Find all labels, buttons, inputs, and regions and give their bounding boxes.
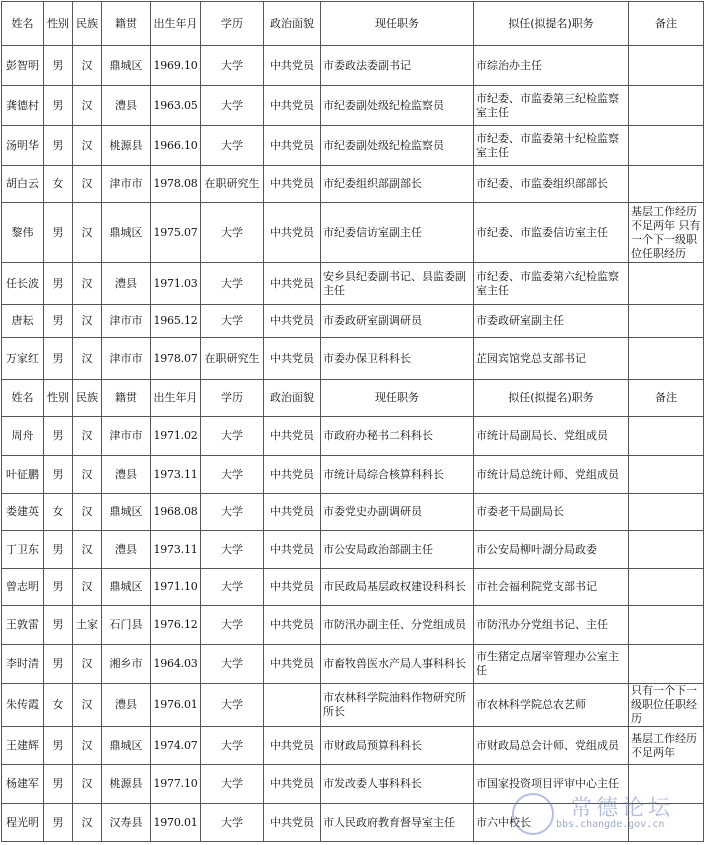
cell-gender: 男 xyxy=(44,606,73,645)
header-remark: 备注 xyxy=(629,2,704,46)
table-row xyxy=(2,417,704,456)
table-row xyxy=(2,166,704,203)
header-name: 姓名 xyxy=(2,2,44,46)
cell-birth: 1976.12 xyxy=(151,606,201,645)
cell-remark xyxy=(629,305,704,338)
table-body xyxy=(2,2,704,842)
cell-origin: 澧县 xyxy=(102,684,151,727)
header-education: 学历 xyxy=(201,2,264,46)
watermark-url: bbs.changde.gov.cn xyxy=(556,819,665,830)
cell-remark xyxy=(629,531,704,569)
cell-birth: 1976.01 xyxy=(151,684,201,727)
cell-name: 曾志明 xyxy=(2,569,44,606)
cell-ethnicity: 汉 xyxy=(73,456,102,494)
cell-gender: 男 xyxy=(44,804,73,842)
header-education: 学历 xyxy=(201,380,264,417)
cell-proposed-post: 市纪委、市监委第三纪检监察室主任 xyxy=(474,86,629,126)
table-row xyxy=(2,305,704,338)
cell-birth: 1977.10 xyxy=(151,765,201,804)
cell-origin: 鼎城区 xyxy=(102,727,151,765)
cell-ethnicity: 汉 xyxy=(73,684,102,727)
cell-remark xyxy=(629,263,704,305)
cell-remark: 只有一个下一级职位任职经历 xyxy=(629,684,704,727)
cell-current-post: 市农林科学院油料作物研究所所长 xyxy=(321,684,474,727)
cell-origin: 汉寿县 xyxy=(102,804,151,842)
cell-origin: 桃源县 xyxy=(102,765,151,804)
cell-ethnicity: 汉 xyxy=(73,531,102,569)
cell-proposed-post: 市六中校长 xyxy=(474,804,629,842)
header-birth: 出生年月 xyxy=(151,2,201,46)
cell-remark xyxy=(629,86,704,126)
table-row xyxy=(2,645,704,684)
table-row xyxy=(2,684,704,727)
cell-politics: 中共党员 xyxy=(264,86,321,126)
cell-education: 大学 xyxy=(201,203,264,263)
cell-name: 彭智明 xyxy=(2,46,44,86)
cell-proposed-post: 市委老干局副局长 xyxy=(474,494,629,531)
cell-origin: 鼎城区 xyxy=(102,46,151,86)
table-row xyxy=(2,456,704,494)
table-row xyxy=(2,263,704,305)
cell-education: 大学 xyxy=(201,804,264,842)
cell-education: 大学 xyxy=(201,456,264,494)
cell-birth: 1978.08 xyxy=(151,166,201,203)
cell-ethnicity: 汉 xyxy=(73,727,102,765)
cell-name: 程光明 xyxy=(2,804,44,842)
cell-politics: 中共党员 xyxy=(264,569,321,606)
header-current-post: 现任职务 xyxy=(321,2,474,46)
cell-politics: 中共党员 xyxy=(264,606,321,645)
cell-origin: 津市市 xyxy=(102,166,151,203)
cell-remark: 基层工作经历不足两年 xyxy=(629,727,704,765)
cell-remark xyxy=(629,166,704,203)
cell-proposed-post: 市公安局柳叶湖分局政委 xyxy=(474,531,629,569)
cell-gender: 男 xyxy=(44,645,73,684)
cell-current-post: 市统计局综合核算科科长 xyxy=(321,456,474,494)
cell-remark xyxy=(629,46,704,86)
header-birth: 出生年月 xyxy=(151,380,201,417)
cell-current-post: 市畜牧兽医水产局人事科科长 xyxy=(321,645,474,684)
cell-gender: 女 xyxy=(44,684,73,727)
table-row xyxy=(2,338,704,380)
cell-gender: 男 xyxy=(44,46,73,86)
cell-birth: 1971.02 xyxy=(151,417,201,456)
cell-education: 大学 xyxy=(201,417,264,456)
cell-politics: 中共党员 xyxy=(264,166,321,203)
cell-gender: 男 xyxy=(44,86,73,126)
cell-ethnicity: 汉 xyxy=(73,765,102,804)
cell-proposed-post: 市防汛办分党组书记、主任 xyxy=(474,606,629,645)
cell-name: 万家红 xyxy=(2,338,44,380)
cell-politics: 中共党员 xyxy=(264,531,321,569)
cell-remark xyxy=(629,494,704,531)
cell-name: 汤明华 xyxy=(2,126,44,166)
cell-ethnicity: 汉 xyxy=(73,86,102,126)
cell-gender: 男 xyxy=(44,727,73,765)
cell-education: 在职研究生 xyxy=(201,166,264,203)
cell-origin: 湘乡市 xyxy=(102,645,151,684)
cell-ethnicity: 土家 xyxy=(73,606,102,645)
cell-politics: 中共党员 xyxy=(264,645,321,684)
cell-birth: 1975.07 xyxy=(151,203,201,263)
cell-gender: 男 xyxy=(44,417,73,456)
cell-ethnicity: 汉 xyxy=(73,305,102,338)
cell-remark xyxy=(629,569,704,606)
cell-proposed-post: 市纪委、市监委组织部部长 xyxy=(474,166,629,203)
header-row xyxy=(2,380,704,417)
cell-current-post: 市纪委副处级纪检监察员 xyxy=(321,86,474,126)
cell-ethnicity: 汉 xyxy=(73,417,102,456)
cell-ethnicity: 汉 xyxy=(73,804,102,842)
cell-education: 在职研究生 xyxy=(201,338,264,380)
cell-origin: 桃源县 xyxy=(102,126,151,166)
cell-education: 大学 xyxy=(201,126,264,166)
cell-politics: 中共党员 xyxy=(264,46,321,86)
cell-name: 王建辉 xyxy=(2,727,44,765)
cell-proposed-post: 市农林科学院总农艺师 xyxy=(474,684,629,727)
cell-ethnicity: 汉 xyxy=(73,126,102,166)
cell-current-post: 市纪委信访室副主任 xyxy=(321,203,474,263)
cell-current-post: 市民政局基层政权建设科科长 xyxy=(321,569,474,606)
cell-birth: 1973.11 xyxy=(151,531,201,569)
header-politics: 政治面貌 xyxy=(264,380,321,417)
cell-name: 周舟 xyxy=(2,417,44,456)
header-row xyxy=(2,2,704,46)
header-origin: 籍贯 xyxy=(102,2,151,46)
table-row xyxy=(2,494,704,531)
cell-politics: 中共党员 xyxy=(264,417,321,456)
cell-proposed-post: 市纪委、市监委第六纪检监察室主任 xyxy=(474,263,629,305)
cell-origin: 鼎城区 xyxy=(102,569,151,606)
cell-name: 朱传霞 xyxy=(2,684,44,727)
cell-remark xyxy=(629,765,704,804)
cell-origin: 鼎城区 xyxy=(102,494,151,531)
header-politics: 政治面貌 xyxy=(264,2,321,46)
cell-ethnicity: 汉 xyxy=(73,338,102,380)
cell-politics xyxy=(264,684,321,727)
cell-birth: 1963.05 xyxy=(151,86,201,126)
cell-remark xyxy=(629,417,704,456)
cell-gender: 男 xyxy=(44,305,73,338)
cell-remark: 基层工作经历不足两年 只有一个下一级职位任职经历 xyxy=(629,203,704,263)
cell-education: 大学 xyxy=(201,765,264,804)
cell-name: 娄建英 xyxy=(2,494,44,531)
cell-birth: 1964.03 xyxy=(151,645,201,684)
cell-current-post: 市纪委副处级纪检监察员 xyxy=(321,126,474,166)
cell-origin: 澧县 xyxy=(102,531,151,569)
cell-origin: 鼎城区 xyxy=(102,203,151,263)
cell-proposed-post: 芷园宾馆党总支部书记 xyxy=(474,338,629,380)
cell-ethnicity: 汉 xyxy=(73,494,102,531)
cell-proposed-post: 市综治办主任 xyxy=(474,46,629,86)
cell-proposed-post: 市社会福利院党支部书记 xyxy=(474,569,629,606)
cell-politics: 中共党员 xyxy=(264,727,321,765)
cell-politics: 中共党员 xyxy=(264,338,321,380)
cell-birth: 1978.07 xyxy=(151,338,201,380)
cell-name: 丁卫东 xyxy=(2,531,44,569)
cell-current-post: 市人民政府教育督导室主任 xyxy=(321,804,474,842)
cell-education: 大学 xyxy=(201,531,264,569)
cell-politics: 中共党员 xyxy=(264,305,321,338)
cell-origin: 澧县 xyxy=(102,263,151,305)
cell-education: 大学 xyxy=(201,263,264,305)
header-remark: 备注 xyxy=(629,380,704,417)
cell-gender: 男 xyxy=(44,126,73,166)
cell-remark xyxy=(629,645,704,684)
cell-gender: 男 xyxy=(44,569,73,606)
cell-birth: 1969.10 xyxy=(151,46,201,86)
table-row xyxy=(2,126,704,166)
cell-origin: 津市市 xyxy=(102,305,151,338)
cell-ethnicity: 汉 xyxy=(73,645,102,684)
cell-current-post: 市纪委组织部副部长 xyxy=(321,166,474,203)
cell-current-post: 市委党史办副调研员 xyxy=(321,494,474,531)
watermark-title: 常德论坛 xyxy=(570,796,675,821)
cell-name: 唐耘 xyxy=(2,305,44,338)
header-gender: 性别 xyxy=(44,380,73,417)
cell-current-post: 市发改委人事科科长 xyxy=(321,765,474,804)
cell-current-post: 市委政法委副书记 xyxy=(321,46,474,86)
cell-education: 大学 xyxy=(201,494,264,531)
cell-birth: 1973.11 xyxy=(151,456,201,494)
cell-birth: 1974.07 xyxy=(151,727,201,765)
header-origin: 籍贯 xyxy=(102,380,151,417)
cell-name: 李时清 xyxy=(2,645,44,684)
cell-name: 杨建军 xyxy=(2,765,44,804)
cell-current-post: 市防汛办副主任、分党组成员 xyxy=(321,606,474,645)
cell-proposed-post: 市纪委、市监委信访室主任 xyxy=(474,203,629,263)
cell-name: 胡白云 xyxy=(2,166,44,203)
header-ethnicity: 民族 xyxy=(73,380,102,417)
cell-birth: 1970.01 xyxy=(151,804,201,842)
cell-remark xyxy=(629,606,704,645)
cell-education: 大学 xyxy=(201,46,264,86)
cell-politics: 中共党员 xyxy=(264,263,321,305)
cell-remark xyxy=(629,804,704,842)
cell-origin: 石门县 xyxy=(102,606,151,645)
cell-education: 大学 xyxy=(201,86,264,126)
header-name: 姓名 xyxy=(2,380,44,417)
header-gender: 性别 xyxy=(44,2,73,46)
cell-proposed-post: 市统计局副局长、党组成员 xyxy=(474,417,629,456)
cell-current-post: 市公安局政治部副主任 xyxy=(321,531,474,569)
cell-gender: 男 xyxy=(44,263,73,305)
header-current-post: 现任职务 xyxy=(321,380,474,417)
cell-proposed-post: 市统计局总统计师、党组成员 xyxy=(474,456,629,494)
cell-birth: 1968.08 xyxy=(151,494,201,531)
candidate-table xyxy=(1,1,704,842)
cell-birth: 1971.03 xyxy=(151,263,201,305)
table-row xyxy=(2,531,704,569)
cell-current-post: 安乡县纪委副书记、县监委副主任 xyxy=(321,263,474,305)
cell-gender: 女 xyxy=(44,494,73,531)
table-row xyxy=(2,804,704,842)
header-proposed-post: 拟任(拟提名)职务 xyxy=(474,380,629,417)
header-proposed-post: 拟任(拟提名)职务 xyxy=(474,2,629,46)
cell-education: 大学 xyxy=(201,684,264,727)
table-row xyxy=(2,46,704,86)
cell-gender: 男 xyxy=(44,765,73,804)
cell-politics: 中共党员 xyxy=(264,765,321,804)
cell-name: 黎伟 xyxy=(2,203,44,263)
table-row xyxy=(2,569,704,606)
cell-education: 大学 xyxy=(201,305,264,338)
table-row xyxy=(2,86,704,126)
cell-name: 叶征鹏 xyxy=(2,456,44,494)
cell-remark xyxy=(629,456,704,494)
cell-ethnicity: 汉 xyxy=(73,166,102,203)
cell-politics: 中共党员 xyxy=(264,456,321,494)
cell-name: 任长波 xyxy=(2,263,44,305)
cell-gender: 男 xyxy=(44,456,73,494)
cell-origin: 澧县 xyxy=(102,456,151,494)
cell-remark xyxy=(629,338,704,380)
cell-education: 大学 xyxy=(201,645,264,684)
cell-politics: 中共党员 xyxy=(264,494,321,531)
cell-gender: 男 xyxy=(44,338,73,380)
cell-proposed-post: 市委政研室副主任 xyxy=(474,305,629,338)
cell-current-post: 市委政研室副调研员 xyxy=(321,305,474,338)
cell-name: 龚德村 xyxy=(2,86,44,126)
table-row xyxy=(2,727,704,765)
header-ethnicity: 民族 xyxy=(73,2,102,46)
cell-education: 大学 xyxy=(201,569,264,606)
cell-gender: 男 xyxy=(44,531,73,569)
cell-gender: 女 xyxy=(44,166,73,203)
cell-proposed-post: 市财政局总会计师、党组成员 xyxy=(474,727,629,765)
cell-education: 大学 xyxy=(201,727,264,765)
cell-gender: 男 xyxy=(44,203,73,263)
cell-origin: 津市市 xyxy=(102,417,151,456)
cell-origin: 津市市 xyxy=(102,338,151,380)
cell-name: 王敦雷 xyxy=(2,606,44,645)
cell-current-post: 市财政局预算科科长 xyxy=(321,727,474,765)
cell-ethnicity: 汉 xyxy=(73,46,102,86)
cell-proposed-post: 市国家投资项目评审中心主任 xyxy=(474,765,629,804)
cell-current-post: 市政府办秘书二科科长 xyxy=(321,417,474,456)
cell-birth: 1971.10 xyxy=(151,569,201,606)
cell-politics: 中共党员 xyxy=(264,804,321,842)
table-row xyxy=(2,203,704,263)
cell-origin: 澧县 xyxy=(102,86,151,126)
cell-ethnicity: 汉 xyxy=(73,263,102,305)
cell-birth: 1966.10 xyxy=(151,126,201,166)
table-row xyxy=(2,765,704,804)
cell-politics: 中共党员 xyxy=(264,126,321,166)
table-row xyxy=(2,606,704,645)
cell-ethnicity: 汉 xyxy=(73,569,102,606)
cell-remark xyxy=(629,126,704,166)
cell-proposed-post: 市纪委、市监委第十纪检监察室主任 xyxy=(474,126,629,166)
cell-current-post: 市委办保卫科科长 xyxy=(321,338,474,380)
cell-education: 大学 xyxy=(201,606,264,645)
cell-politics: 中共党员 xyxy=(264,203,321,263)
cell-proposed-post: 市生猪定点屠宰管理办公室主任 xyxy=(474,645,629,684)
cell-ethnicity: 汉 xyxy=(73,203,102,263)
cell-birth: 1965.12 xyxy=(151,305,201,338)
